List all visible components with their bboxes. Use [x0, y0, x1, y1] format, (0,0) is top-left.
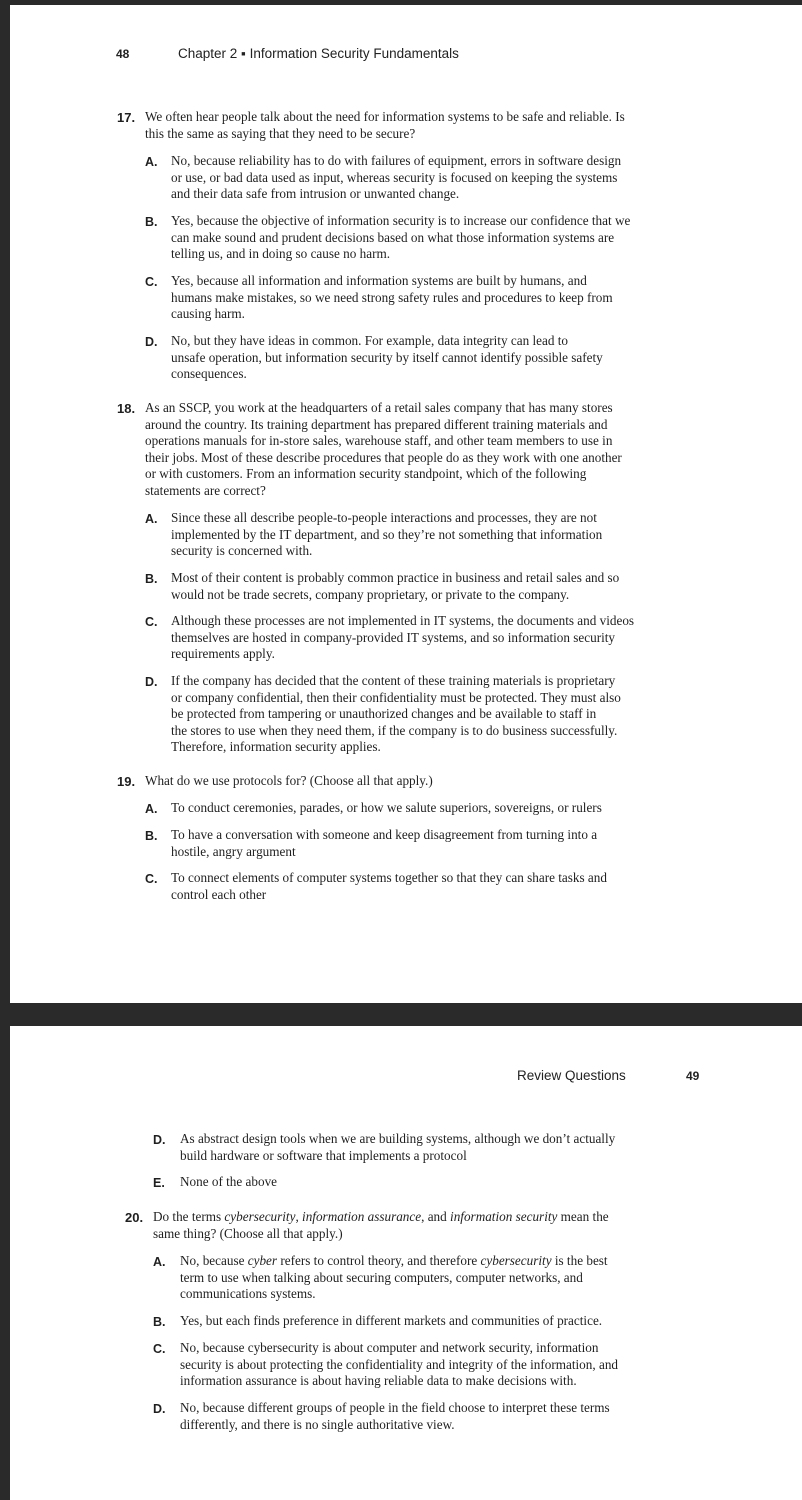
- question-number: 17.: [117, 110, 136, 125]
- question-number: 19.: [117, 774, 136, 789]
- question-text: Do the terms cybersecurity, information assurance, and information security mean the same thing? (Choose all that apply.): [153, 1209, 609, 1241]
- question-text: We often hear people talk about the need for information systems to be safe and reliable. Is this the same as saying that they need to be secure?: [145, 109, 625, 141]
- section-title: Review Questions: [517, 1068, 626, 1083]
- chapter-title: Chapter 2 ▪ Information Security Fundamentals: [178, 46, 459, 61]
- question-number: 18.: [117, 401, 136, 416]
- question-number: 20.: [125, 1210, 144, 1225]
- page-48: 48 Chapter 2 ▪ Information Security Fundamentals 17. We often hear people talk about the need for information systems to be safe and reliable. Is this the same as saying that they need to be secure? A. No, because reliability has to do with failures of equipment, errors in software design or use, or bad data used as input, whereas security is focused on keeping the systems and their data safe from intrusion or unwanted change. B. Yes, because the objective of information security is to increase our confidence that we can make sound and prudent decisions based on what those information systems are telling us, and in doing so cause no harm. C. Yes, because all information and information systems are built by humans, and humans make mistakes, so we need strong safety rules and procedures to keep from causing harm. D. No, but they have ideas in common. For example, data integrity can lead to unsafe operation, but information security by itself cannot identify possible safety consequences. 18. As an SSCP, you work at the headquarters of a retail sales company that has many stores around the country. Its training department has prepared different training materials and operations manuals for in-store sales, warehouse staff, and other team members to use in their jobs. Most of these describe procedures that people do as they work with one another or with customers. From an information security standpoint, which of the following statements are correct? A. Since these all describe people-to-people interactions and processes, they are not implemented by the IT department, and so they’re not something that information security is concerned with. B. Most of their content is probably common practice in business and retail sales and so would not be trade secrets, company proprietary, or private to the company. C. Although these processes are not implemented in IT systems, the documents and videos themselves are hosted in company-provided IT systems, and so information security requirements apply. D. If the company has decided that the content of these training materials is proprietary or company confidential, then their confidentiality must be protected. They must also be protected from tampering or unauthorized changes and be available to staff in the stores to use when they need them, if the company is to do business successfully. Therefore, information security applies. 19. What do we use protocols for? (Choose all that apply.) A. To conduct ceremonies, parades, or how we salute superiors, sovereigns, or rulers B. To have a conversation with someone and keep disagreement from turning into a hostile, angry argument C. To connect elements of computer systems together so that they can share tasks and control each other: [10, 5, 802, 1003]
- question-text: As an SSCP, you work at the headquarters of a retail sales company that has many stores around the country. Its training department has prepared different training materials and operations manuals for in-store sales, warehouse staff, and other team members to use in their jobs. Most of these describe procedures that people do as they work with one another or with customers. From an information security standpoint, which of the following statements are correct?: [145, 400, 622, 498]
- page-number: 48: [116, 47, 130, 61]
- question-text: What do we use protocols for? (Choose all that apply.): [145, 773, 433, 788]
- page-49: Review Questions 49 D. As abstract design tools when we are building systems, although we don’t actually build hardware or software that implements a protocol E. None of the above 20. Do the terms cybersecurity, information assurance, and information security mean the same thing? (Choose all that apply.) A. No, because cyber refers to control theory, and therefore cybersecurity is the best term to use when talking about securing computers, computer networks, and communications systems. B. Yes, but each finds preference in different markets and communities of practice. C. No, because cybersecurity is about computer and network security, information security is about protecting the confidentiality and integrity of the information, and information assurance is about having reliable data to make decisions with. D. No, because different groups of people in the field choose to interpret these terms differently, and there is no single authoritative view.: [10, 1026, 802, 1500]
- page-number: 49: [686, 1069, 700, 1083]
